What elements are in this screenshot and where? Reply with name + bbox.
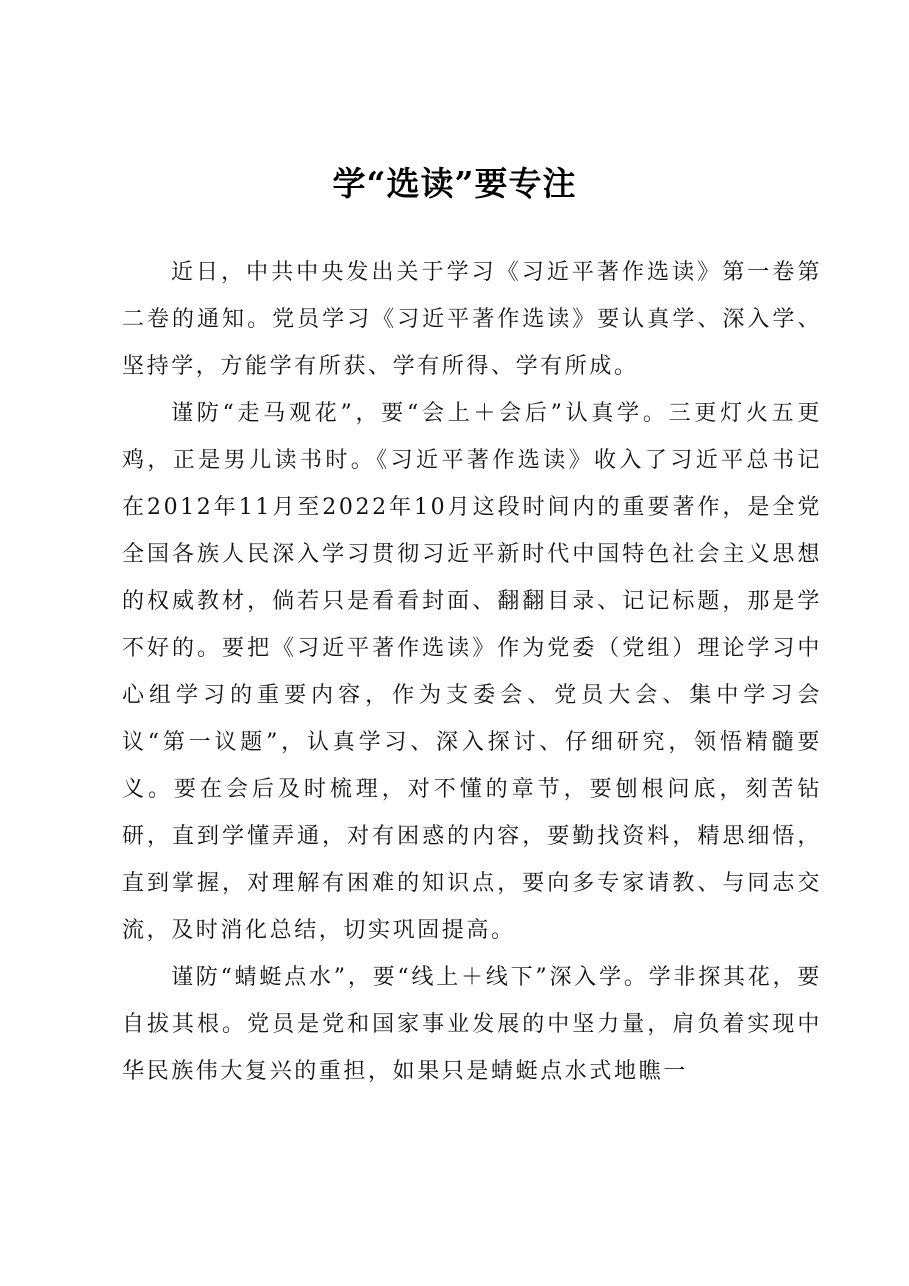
paragraph-1: 近日，中共中央发出关于学习《习近平著作选读》第一卷第二卷的通知。党员学习《习近平著作选读》要认真学、深入学、坚持学，方能学有所获、学有所得、学有所成。 xyxy=(122,260,822,379)
paragraph-3: 谨防“蜻蜓点水”，要“线上＋线下”深入学。学非探其花，要自拔其根。党员是党和国家事业发展的中坚力量，肩负着实现中华民族伟大复兴的重担，如果只是蜻蜓点水式地瞧一 xyxy=(122,965,822,1084)
paragraph-2: 谨防“走马观花”，要“会上＋会后”认真学。三更灯火五更鸡，正是男儿读书时。《习近平著作选读》收入了习近平总书记在2012年11月至2022年10月这段时间内的重要著作，是全党全国各族人民深入学习贯彻习近平新时代中国特色社会主义思想的权威教材，倘若只是看看封面、翻翻目录、记记标题，那是学不好的。要把《习近平著作选读》作为党委（党组）理论学习中心组学习的重要内容，作为支委会、党员大会、集中学习会议“第一议题”，认真学习、深入探讨、仔细研究，领悟精髓要义。要在会后及时梳理，对不懂的章节，要刨根问底，刻苦钻研，直到学懂弄通，对有困惑的内容，要勤找资料，精思细悟，直到掌握，对理解有困难的知识点，要向多专家请教、与同志交流，及时消化总结，切实巩固提高。 xyxy=(122,401,822,943)
document-body xyxy=(122,249,822,1095)
document-title: 学“选读”要专注 xyxy=(332,164,577,203)
